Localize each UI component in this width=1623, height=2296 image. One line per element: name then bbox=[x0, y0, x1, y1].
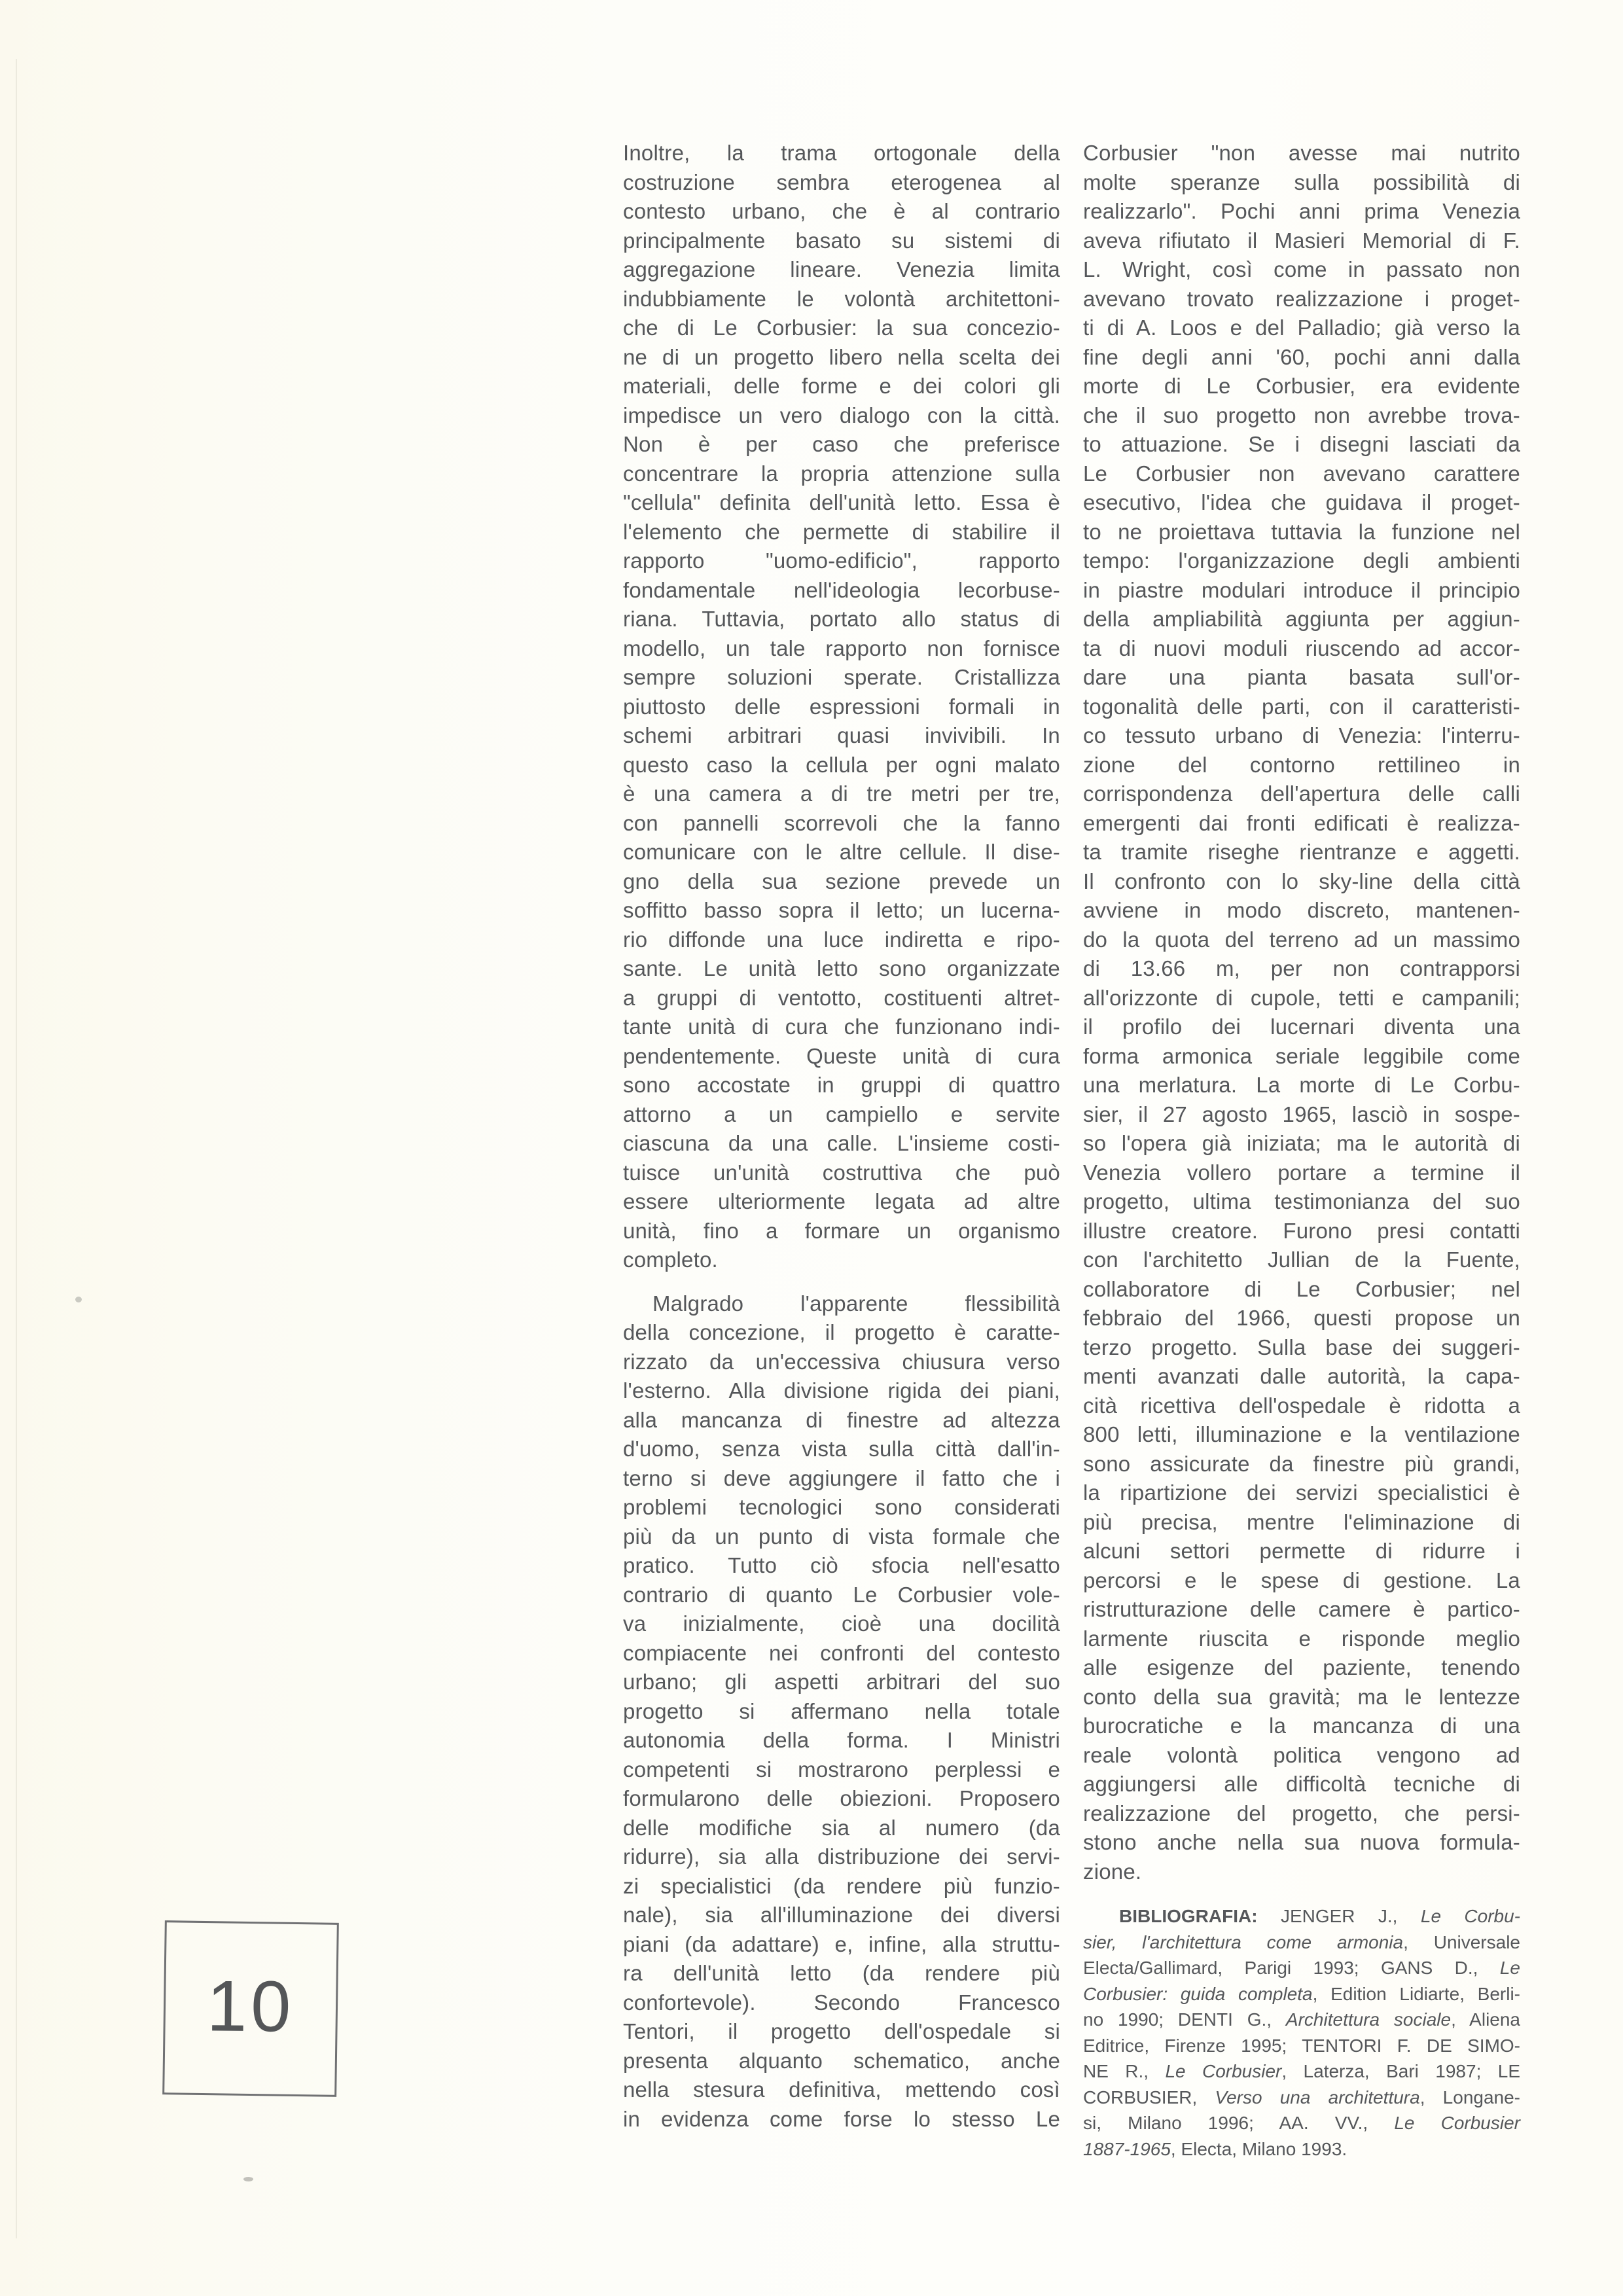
text-line: l'elemento che permette di stabilire il bbox=[623, 519, 1060, 544]
text-line: Inoltre, la trama ortogonale della bbox=[623, 141, 1060, 165]
text-line: che di Le Corbusier: la sua concezio- bbox=[623, 315, 1060, 340]
text-line: togonalità delle parti, con il caratteristi- bbox=[1083, 694, 1520, 719]
scan-edge-line bbox=[16, 59, 17, 2238]
text-line: ta di nuovi moduli riuscendo ad accor- bbox=[1083, 636, 1520, 660]
text-line: progetto si affermano nella totale bbox=[623, 1698, 1060, 1723]
scan-speckle bbox=[243, 2177, 253, 2181]
text-line: completo. bbox=[623, 1247, 718, 1272]
text-line: della ampliabilità aggiunta per aggiun- bbox=[1083, 607, 1520, 631]
text-line: L. Wright, così come in passato non bbox=[1083, 257, 1520, 281]
text-segment: Electa/Gallimard, Parigi 1993; GANS D., bbox=[1083, 1958, 1500, 1978]
text-line: rio diffonde una luce indiretta e ripo- bbox=[623, 927, 1060, 952]
text-line: co tessuto urbano di Venezia: l'interru- bbox=[1083, 723, 1520, 747]
text-line bbox=[1083, 1955, 1520, 1981]
text-line: ta tramite riseghe rientranze e aggetti. bbox=[1083, 840, 1520, 864]
text-segment: Editrice, Firenze 1995; TENTORI F. DE SIMO- bbox=[1083, 2035, 1520, 2056]
text-line: forma armonica seriale leggibile come bbox=[1083, 1043, 1520, 1068]
text-line: all'orizzonte di cupole, tetti e campanili; bbox=[1083, 985, 1520, 1010]
text-segment: JENGER J., bbox=[1280, 1906, 1421, 1926]
right-column bbox=[1083, 139, 1520, 2162]
text-line: nella stesura definitiva, mettendo così bbox=[623, 2077, 1060, 2102]
text-line bbox=[1083, 2136, 1520, 2162]
text-line: do la quota del terreno ad un massimo bbox=[1083, 927, 1520, 952]
text-line: molte speranze sulla possibilità di bbox=[1083, 170, 1520, 194]
text-line: terno si deve aggiungere il fatto che i bbox=[623, 1465, 1060, 1490]
text-line: realizzazione del progetto, che persi- bbox=[1083, 1801, 1520, 1825]
text-line: in piastre modulari introduce il principio bbox=[1083, 577, 1520, 602]
text-line: illustre creatore. Furono presi contatti bbox=[1083, 1218, 1520, 1243]
text-line: una merlatura. La morte di Le Corbu- bbox=[1083, 1073, 1520, 1097]
page-number: 10 bbox=[206, 1965, 295, 2047]
text-segment: si, Milano 1996; AA. VV., bbox=[1083, 2113, 1395, 2133]
text-line bbox=[1083, 2007, 1520, 2033]
text-line bbox=[1083, 2110, 1520, 2136]
text-line: progetto, ultima testimonianza del suo bbox=[1083, 1189, 1520, 1213]
text-line: aveva rifiutato il Masieri Memorial di F. bbox=[1083, 228, 1520, 253]
text-line: Corbusier "non avesse mai nutrito bbox=[1083, 141, 1520, 165]
text-line: comunicare con le altre cellule. Il dise- bbox=[623, 840, 1060, 864]
text-line: della concezione, il progetto è caratte- bbox=[623, 1320, 1060, 1344]
text-line: gno della sua sezione prevede un bbox=[623, 869, 1060, 893]
text-line: materiali, delle forme e dei colori gli bbox=[623, 374, 1060, 398]
text-line: con pannelli scorrevoli che la fanno bbox=[623, 810, 1060, 835]
text-line: rizzato da un'eccessiva chiusura verso bbox=[623, 1349, 1060, 1374]
text-segment: BIBLIOGRAFIA: bbox=[1119, 1906, 1281, 1926]
text-line: terzo progetto. Sulla base dei suggeri- bbox=[1083, 1335, 1520, 1359]
text-line: Malgrado l'apparente flessibilità bbox=[652, 1291, 1060, 1316]
text-segment: , Longane- bbox=[1419, 2087, 1520, 2108]
text-line: rapporto "uomo-edificio", rapporto bbox=[623, 548, 1060, 573]
text-line: più precisa, mentre l'eliminazione di bbox=[1083, 1509, 1520, 1534]
text-line: schemi arbitrari quasi invivibili. In bbox=[623, 723, 1060, 747]
text-line: Il confronto con lo sky-line della città bbox=[1083, 869, 1520, 893]
text-line: Venezia vollero portare a termine il bbox=[1083, 1160, 1520, 1185]
text-segment: , Edition Lidiarte, Berli- bbox=[1312, 1983, 1521, 2004]
text-line: l'esterno. Alla divisione rigida dei piani, bbox=[623, 1378, 1060, 1403]
text-line: ra dell'unità letto (da rendere più bbox=[623, 1961, 1060, 1985]
text-line: larmente riuscita e risponde meglio bbox=[1083, 1626, 1520, 1651]
text-line: corrispondenza dell'apertura delle calli bbox=[1083, 781, 1520, 806]
text-line: in evidenza come forse lo stesso Le bbox=[623, 2106, 1060, 2131]
page-number-box bbox=[162, 1920, 339, 2097]
text-line: zione del contorno rettilineo in bbox=[1083, 752, 1520, 777]
text-line: sempre soluzioni sperate. Cristallizza bbox=[623, 665, 1060, 689]
text-line: formularono delle obiezioni. Proposero bbox=[623, 1786, 1060, 1810]
text-line: to ne proiettava tuttavia la funzione nel bbox=[1083, 519, 1520, 544]
text-line: il profilo dei lucernari diventa una bbox=[1083, 1014, 1520, 1039]
text-line: impedisce un vero dialogo con la città. bbox=[623, 403, 1060, 427]
text-line: esecutivo, l'idea che guidava il proget- bbox=[1083, 490, 1520, 514]
text-line: alle esigenze del paziente, tenendo bbox=[1083, 1655, 1520, 1679]
text-segment: , Laterza, Bari 1987; LE bbox=[1281, 2061, 1520, 2081]
text-line: soffitto basso sopra il letto; un lucerna- bbox=[623, 898, 1060, 922]
book-title: Corbusier: guida completa bbox=[1083, 1983, 1313, 2004]
text-line: tante unità di cura che funzionano indi- bbox=[623, 1014, 1060, 1039]
text-line: piani (da adattare) e, infine, alla struttu- bbox=[623, 1931, 1060, 1956]
text-line: morte di Le Corbusier, era evidente bbox=[1083, 374, 1520, 398]
text-line: va inizialmente, cioè una docilità bbox=[623, 1611, 1060, 1636]
text-line: competenti si mostrarono perplessi e bbox=[623, 1757, 1060, 1782]
bibliography-paragraph bbox=[1083, 1903, 1520, 2162]
text-line: compiacente nei confronti del contesto bbox=[623, 1640, 1060, 1665]
text-line: è una camera a di tre metri per tre, bbox=[623, 781, 1060, 806]
text-line bbox=[1083, 2058, 1520, 2085]
text-line: indubbiamente le volontà architettoni- bbox=[623, 286, 1060, 311]
text-line: alcuni settori permette di ridurre i bbox=[1083, 1539, 1520, 1563]
text-line: urbano; gli aspetti arbitrari del suo bbox=[623, 1670, 1060, 1694]
text-line: zione. bbox=[1083, 1859, 1142, 1884]
text-line: modello, un tale rapporto non fornisce bbox=[623, 636, 1060, 660]
text-segment: CORBUSIER, bbox=[1083, 2087, 1215, 2108]
text-line: la ripartizione dei servizi specialistici è bbox=[1083, 1480, 1520, 1505]
scan-speckle bbox=[75, 1297, 82, 1302]
text-line: nale), sia all'illuminazione dei diversi bbox=[623, 1903, 1060, 1927]
text-line bbox=[1083, 1903, 1520, 1929]
text-line: a gruppi di ventotto, costituenti altret- bbox=[623, 985, 1060, 1010]
text-line: menti avanzati dalle autorità, la capa- bbox=[1083, 1364, 1520, 1388]
text-line bbox=[1083, 2085, 1520, 2111]
text-line: unità, fino a formare un organismo bbox=[623, 1218, 1060, 1243]
text-line: Non è per caso che preferisce bbox=[623, 432, 1060, 456]
text-segment: NE R., bbox=[1083, 2061, 1166, 2081]
text-line: pendentemente. Queste unità di cura bbox=[623, 1043, 1060, 1068]
text-line: ristrutturazione delle camere è partico- bbox=[1083, 1597, 1520, 1621]
text-line: presenta alquanto schematico, anche bbox=[623, 2048, 1060, 2073]
text-line: burocratiche e la mancanza di una bbox=[1083, 1713, 1520, 1738]
text-segment: , Electa, Milano 1993. bbox=[1170, 2138, 1347, 2159]
text-line: di 13.66 m, per non contrapporsi bbox=[1083, 956, 1520, 980]
text-line: febbraio del 1966, questi propose un bbox=[1083, 1306, 1520, 1330]
text-line: avevano trovato realizzazione i proget- bbox=[1083, 286, 1520, 311]
text-line: tuisce un'unità costruttiva che può bbox=[623, 1160, 1060, 1185]
book-title: Verso una architettura bbox=[1215, 2087, 1420, 2108]
text-line: autonomia della forma. I Ministri bbox=[623, 1728, 1060, 1752]
text-line: emergenti dai fronti edificati è realizza- bbox=[1083, 810, 1520, 835]
text-line: percorsi e le spese di gestione. La bbox=[1083, 1568, 1520, 1592]
text-line bbox=[1083, 1981, 1520, 2007]
book-title: Le Corbusier bbox=[1394, 2113, 1521, 2133]
text-line: sier, il 27 agosto 1965, lasciò in sospe- bbox=[1083, 1102, 1520, 1126]
text-line: conto della sua gravità; ma le lentezze bbox=[1083, 1684, 1520, 1709]
text-line: 800 letti, illuminazione e la ventilazione bbox=[1083, 1422, 1520, 1446]
text-line: aggiungersi alle difficoltà tecniche di bbox=[1083, 1772, 1520, 1796]
text-line: costruzione sembra eterogenea al bbox=[623, 170, 1060, 194]
text-line: alla mancanza di finestre ad altezza bbox=[623, 1407, 1060, 1432]
text-line: cità ricettiva dell'ospedale è ridotta a bbox=[1083, 1393, 1520, 1418]
text-line: Tentori, il progetto dell'ospedale si bbox=[623, 2019, 1060, 2043]
book-title: Le Corbu- bbox=[1420, 1906, 1521, 1926]
body-paragraph bbox=[623, 139, 1060, 1275]
text-line: zi specialistici (da rendere più funzio- bbox=[623, 1873, 1060, 1898]
text-line: collaboratore di Le Corbusier; nel bbox=[1083, 1276, 1520, 1301]
text-line: ridurre), sia alla distribuzione dei servi- bbox=[623, 1844, 1060, 1869]
book-title: sier, l'architettura come armonia bbox=[1083, 1931, 1404, 1952]
text-line: to attuazione. Se i disegni lasciati da bbox=[1083, 432, 1520, 456]
book-title: 1887-1965 bbox=[1083, 2138, 1171, 2159]
text-line: ciascuna da una calle. L'insieme costi- bbox=[623, 1131, 1060, 1155]
text-line: dare una pianta basata sull'or- bbox=[1083, 665, 1520, 689]
text-line: tempo: l'organizzazione degli ambienti bbox=[1083, 548, 1520, 573]
text-line: confortevole). Secondo Francesco bbox=[623, 1990, 1060, 2015]
text-line: stono anche nella sua nuova formula- bbox=[1083, 1830, 1520, 1854]
book-title: Le bbox=[1499, 1958, 1520, 1978]
text-line: sono accostate in gruppi di quattro bbox=[623, 1073, 1060, 1097]
text-line: concentrare la propria attenzione sulla bbox=[623, 461, 1060, 486]
body-paragraph bbox=[623, 1289, 1060, 2134]
text-line: d'uomo, senza vista sulla città dall'in- bbox=[623, 1437, 1060, 1461]
text-line: Le Corbusier non avevano carattere bbox=[1083, 461, 1520, 486]
book-title: Le Corbusier bbox=[1165, 2061, 1282, 2081]
text-line: reale volontà politica vengono ad bbox=[1083, 1742, 1520, 1767]
text-segment: no 1990; DENTI G., bbox=[1083, 2009, 1286, 2030]
text-line: sante. Le unità letto sono organizzate bbox=[623, 956, 1060, 980]
text-line: pratico. Tutto ciò sfocia nell'esatto bbox=[623, 1553, 1060, 1577]
text-line: piuttosto delle espressioni formali in bbox=[623, 694, 1060, 719]
text-line: so l'opera già iniziata; ma le autorità di bbox=[1083, 1131, 1520, 1155]
text-line: riana. Tuttavia, portato allo status di bbox=[623, 607, 1060, 631]
text-line: contesto urbano, che è al contrario bbox=[623, 199, 1060, 223]
text-line: fine degli anni '60, pochi anni dalla bbox=[1083, 344, 1520, 369]
body-paragraph bbox=[1083, 139, 1520, 1886]
text-line: realizzarlo". Pochi anni prima Venezia bbox=[1083, 199, 1520, 223]
text-line: questo caso la cellula per ogni malato bbox=[623, 752, 1060, 777]
book-title: Architettura sociale bbox=[1285, 2009, 1452, 2030]
text-line bbox=[1083, 2033, 1520, 2059]
left-column bbox=[623, 139, 1060, 2134]
text-line: principalmente basato su sistemi di bbox=[623, 228, 1060, 253]
text-line: ne di un progetto libero nella scelta dei bbox=[623, 344, 1060, 369]
text-line: sono assicurate da finestre più grandi, bbox=[1083, 1451, 1520, 1476]
text-line: con l'architetto Jullian de la Fuente, bbox=[1083, 1247, 1520, 1272]
text-line bbox=[1083, 1929, 1520, 1956]
text-line: che il suo progetto non avrebbe trova- bbox=[1083, 403, 1520, 427]
text-line: aggregazione lineare. Venezia limita bbox=[623, 257, 1060, 281]
text-line: attorno a un campiello e servite bbox=[623, 1102, 1060, 1126]
text-line: "cellula" definita dell'unità letto. Essa è bbox=[623, 490, 1060, 514]
text-line: problemi tecnologici sono considerati bbox=[623, 1495, 1060, 1519]
text-line: delle modifiche sia al numero (da bbox=[623, 1815, 1060, 1840]
text-line: fondamentale nell'ideologia lecorbuse- bbox=[623, 577, 1060, 602]
text-line: più da un punto di vista formale che bbox=[623, 1524, 1060, 1549]
text-segment: , Aliena bbox=[1451, 2009, 1521, 2030]
text-line: ti di A. Loos e del Palladio; già verso la bbox=[1083, 315, 1520, 340]
text-line: essere ulteriormente legata ad altre bbox=[623, 1189, 1060, 1213]
text-segment: , Universale bbox=[1403, 1931, 1520, 1952]
text-line: avviene in modo discreto, mantenen- bbox=[1083, 898, 1520, 922]
text-line: contrario di quanto Le Corbusier vole- bbox=[623, 1582, 1060, 1607]
